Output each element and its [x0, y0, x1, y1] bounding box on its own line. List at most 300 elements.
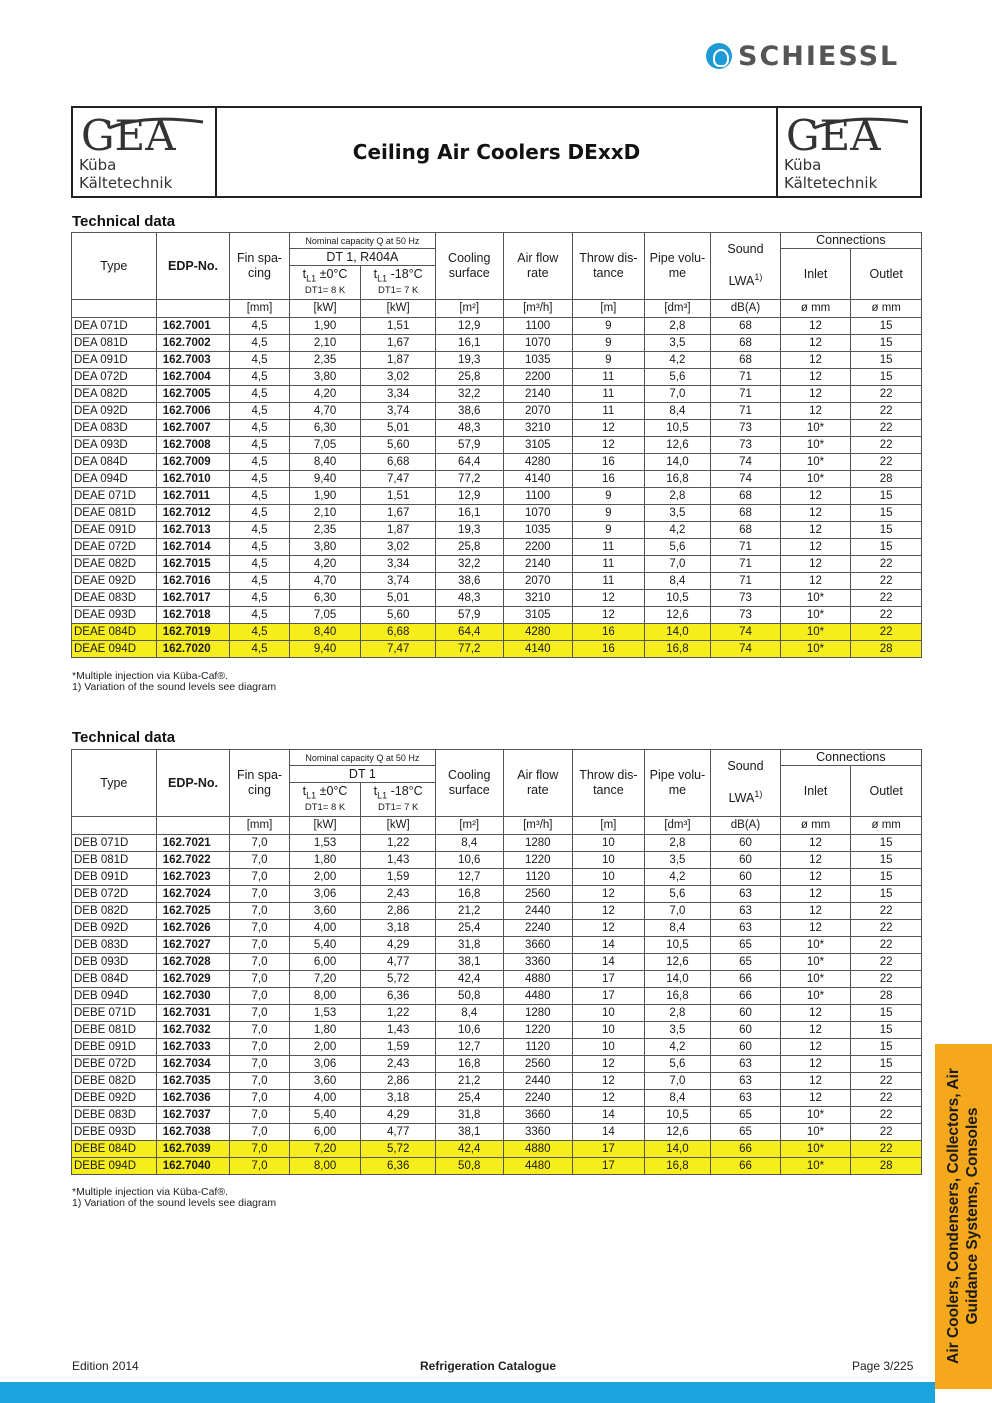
table-cell: 38,1	[435, 954, 503, 971]
table-cell: 4,5	[230, 573, 289, 590]
table-cell: 2,8	[644, 835, 711, 852]
table-cell: 4,70	[289, 573, 361, 590]
table-cell: 7,0	[644, 386, 711, 403]
table-cell: 63	[711, 920, 781, 937]
table-row	[72, 471, 922, 488]
table-cell: 11	[573, 539, 645, 556]
table-cell: 25,8	[435, 369, 503, 386]
table-cell: 71	[711, 556, 781, 573]
table-cell: 12	[573, 886, 645, 903]
table-cell: 4,5	[230, 522, 289, 539]
table-cell: 12	[780, 1056, 851, 1073]
table-cell: DEBE 094D	[72, 1158, 157, 1175]
table-cell: 19,3	[435, 522, 503, 539]
unit-cell: [kW]	[289, 817, 361, 835]
table-cell: 12	[780, 352, 851, 369]
table-cell: 66	[711, 971, 781, 988]
table-cell: 31,8	[435, 937, 503, 954]
table-cell: 17	[573, 971, 645, 988]
table-cell: 63	[711, 903, 781, 920]
table-cell: 10*	[780, 937, 851, 954]
table-cell: 22	[851, 403, 922, 420]
table-cell: 16,8	[435, 886, 503, 903]
table-cell: 162.7033	[156, 1039, 230, 1056]
table-cell: 7,0	[230, 1056, 289, 1073]
table-cell: 7,0	[230, 954, 289, 971]
table-cell: 4,77	[361, 954, 436, 971]
table-cell: 2,35	[289, 352, 361, 369]
table-cell: 16	[573, 641, 645, 658]
unit-cell: [dm³]	[644, 817, 711, 835]
table-cell: 162.7003	[156, 352, 230, 369]
table-cell: 7,0	[230, 903, 289, 920]
table-cell: 4,5	[230, 607, 289, 624]
table-row	[72, 590, 922, 607]
table-cell: 17	[573, 1141, 645, 1158]
table-cell: 10	[573, 835, 645, 852]
table-cell: 15	[851, 352, 922, 369]
table-cell: 64,4	[435, 624, 503, 641]
table-cell: 12	[780, 318, 851, 335]
footer-bar	[0, 1382, 935, 1403]
table-cell: 162.7012	[156, 505, 230, 522]
table-cell: 3210	[503, 420, 573, 437]
table-cell: 12	[780, 505, 851, 522]
table-cell: DEB 071D	[72, 835, 157, 852]
table-cell: 12	[780, 573, 851, 590]
table-cell: 73	[711, 590, 781, 607]
table-cell: 12	[780, 335, 851, 352]
table-cell: DEAE 072D	[72, 539, 157, 556]
table-cell: 3,80	[289, 369, 361, 386]
table-cell: 25,8	[435, 539, 503, 556]
table-cell: 9,40	[289, 471, 361, 488]
table-cell: DEA 092D	[72, 403, 157, 420]
table-cell: 4480	[503, 1158, 573, 1175]
table-cell: 12	[780, 369, 851, 386]
table-cell: 4,5	[230, 454, 289, 471]
table-cell: 10,6	[435, 852, 503, 869]
table-cell: 60	[711, 869, 781, 886]
table-cell: 10*	[780, 954, 851, 971]
table-cell: 1120	[503, 1039, 573, 1056]
table-cell: 14,0	[644, 454, 711, 471]
table-cell: DEBE 082D	[72, 1073, 157, 1090]
section-title-1: Technical data	[72, 213, 176, 230]
table-row	[72, 454, 922, 471]
table-cell: DEAE 084D	[72, 624, 157, 641]
table-cell: 2,35	[289, 522, 361, 539]
table-cell: 12	[573, 920, 645, 937]
table-cell: 11	[573, 556, 645, 573]
section-title-2: Technical data	[72, 729, 176, 746]
table-cell: DEBE 093D	[72, 1124, 157, 1141]
table-cell: 6,00	[289, 1124, 361, 1141]
table-row	[72, 522, 922, 539]
col-capacity-0c: $t_{L1} \pm 0^\circ C$ DT1= 8 K	[289, 783, 361, 817]
table-cell: 162.7010	[156, 471, 230, 488]
table-cell: DEB 094D	[72, 988, 157, 1005]
col-throw-distance: Throw dis- tance	[573, 233, 645, 300]
col-air-flow: Air flow rate	[503, 750, 573, 817]
table-cell: 15	[851, 1022, 922, 1039]
table-cell: 162.7034	[156, 1056, 230, 1073]
table-cell: 162.7036	[156, 1090, 230, 1107]
table-cell: 71	[711, 539, 781, 556]
table-cell: 3,80	[289, 539, 361, 556]
table-cell: 1280	[503, 835, 573, 852]
table-cell: 1070	[503, 505, 573, 522]
table-row	[72, 920, 922, 937]
table-cell: 4280	[503, 454, 573, 471]
table-cell: 162.7017	[156, 590, 230, 607]
unit-cell: ø mm	[780, 817, 851, 835]
table-cell: 66	[711, 1158, 781, 1175]
table-cell: 15	[851, 1039, 922, 1056]
table-cell: 162.7016	[156, 573, 230, 590]
table-cell: 73	[711, 420, 781, 437]
table-cell: 7,0	[230, 869, 289, 886]
table-cell: 4,5	[230, 386, 289, 403]
table-cell: 8,4	[644, 920, 711, 937]
table-row	[72, 1141, 922, 1158]
table-cell: 162.7019	[156, 624, 230, 641]
table-cell: 5,6	[644, 539, 711, 556]
table-cell: 2440	[503, 1073, 573, 1090]
table-cell: 2,8	[644, 318, 711, 335]
table-cell: DEBE 081D	[72, 1022, 157, 1039]
table-cell: 1,43	[361, 1022, 436, 1039]
table-cell: 10	[573, 1039, 645, 1056]
table-cell: 14	[573, 937, 645, 954]
table-cell: 15	[851, 488, 922, 505]
col-fin-spacing: Fin spa- cing	[230, 233, 289, 300]
table-cell: 22	[851, 920, 922, 937]
gea-logo-icon	[79, 112, 207, 156]
table-cell: 5,40	[289, 937, 361, 954]
table-cell: 63	[711, 886, 781, 903]
table-cell: 10	[573, 869, 645, 886]
table-cell: 12	[780, 1039, 851, 1056]
table-cell: 6,30	[289, 420, 361, 437]
table-cell: 4,5	[230, 471, 289, 488]
table-row	[72, 539, 922, 556]
table-cell: 162.7008	[156, 437, 230, 454]
col-throw-distance: Throw dis- tance	[573, 750, 645, 817]
table-row	[72, 869, 922, 886]
table-cell: 10,5	[644, 590, 711, 607]
table-cell: 21,2	[435, 903, 503, 920]
table-cell: 4,20	[289, 386, 361, 403]
table-cell: 11	[573, 573, 645, 590]
table-cell: 10	[573, 1005, 645, 1022]
table-cell: 162.7025	[156, 903, 230, 920]
table-cell: 15	[851, 522, 922, 539]
unit-cell: ø mm	[851, 300, 922, 318]
table-cell: DEB 083D	[72, 937, 157, 954]
table-cell: 10*	[780, 454, 851, 471]
table-cell: 10*	[780, 1158, 851, 1175]
table-cell: 1,67	[361, 335, 436, 352]
table-cell: 10*	[780, 420, 851, 437]
table-cell: 12,9	[435, 318, 503, 335]
table-cell: DEAE 093D	[72, 607, 157, 624]
col-sound: Sound LWA$^{1)}$	[711, 750, 781, 817]
table-cell: 10,5	[644, 420, 711, 437]
table-cell: 5,60	[361, 437, 436, 454]
table-cell: 25,4	[435, 1090, 503, 1107]
table-row	[72, 1073, 922, 1090]
table-cell: 7,0	[644, 1073, 711, 1090]
table-cell: 162.7037	[156, 1107, 230, 1124]
table-cell: 12,7	[435, 1039, 503, 1056]
table-cell: 5,72	[361, 1141, 436, 1158]
table-cell: 21,2	[435, 1073, 503, 1090]
schiessl-logo	[706, 36, 926, 76]
unit-cell: [kW]	[289, 300, 361, 318]
table-cell: 3,34	[361, 386, 436, 403]
table-cell: 4,5	[230, 641, 289, 658]
table-cell: 16	[573, 624, 645, 641]
col-nominal-capacity: Nominal capacity Q at 50 Hz	[289, 750, 435, 766]
table-cell: 6,68	[361, 624, 436, 641]
table-cell: 3,5	[644, 852, 711, 869]
unit-cell: [kW]	[361, 300, 436, 318]
table-cell: 7,0	[230, 835, 289, 852]
table-row	[72, 988, 922, 1005]
table-cell: 162.7001	[156, 318, 230, 335]
table-cell: 2,00	[289, 1039, 361, 1056]
table-row	[72, 318, 922, 335]
table-cell: 3,60	[289, 903, 361, 920]
table-cell: 1,51	[361, 318, 436, 335]
col-capacity-0c: $t_{L1} \pm 0^\circ C$ DT1= 8 K	[289, 266, 361, 300]
table-cell: DEAE 091D	[72, 522, 157, 539]
table-cell: 42,4	[435, 971, 503, 988]
table-cell: 8,00	[289, 1158, 361, 1175]
table-cell: 162.7039	[156, 1141, 230, 1158]
table-row	[72, 1090, 922, 1107]
unit-cell: [m³/h]	[503, 300, 573, 318]
table-cell: 22	[851, 954, 922, 971]
svg-text:GEA: GEA	[81, 112, 176, 156]
table-cell: 1,80	[289, 852, 361, 869]
table-cell: 10*	[780, 1124, 851, 1141]
table-cell: DEA 082D	[72, 386, 157, 403]
table-cell: 4,5	[230, 352, 289, 369]
table-cell: 60	[711, 1005, 781, 1022]
table-cell: 6,68	[361, 454, 436, 471]
table-cell: 65	[711, 954, 781, 971]
table-cell: 1220	[503, 852, 573, 869]
table-cell: 6,30	[289, 590, 361, 607]
table-row	[72, 954, 922, 971]
table-cell: 15	[851, 886, 922, 903]
col-connections: Connections	[780, 233, 921, 249]
logo-line2: Kältetechnik	[79, 174, 173, 192]
footer-page-number: Page 3/225	[852, 1359, 914, 1373]
table-cell: 7,47	[361, 471, 436, 488]
col-inlet: Inlet	[780, 766, 851, 817]
table-cell: 2,86	[361, 1073, 436, 1090]
table-cell: 7,0	[230, 1124, 289, 1141]
table-cell: DEA 094D	[72, 471, 157, 488]
col-type: Type	[72, 233, 157, 300]
table-cell: 68	[711, 522, 781, 539]
table-cell: 1,51	[361, 488, 436, 505]
table-cell: 10*	[780, 437, 851, 454]
footer-edition: Edition 2014	[72, 1359, 139, 1373]
unit-cell: [dm³]	[644, 300, 711, 318]
table-cell: 6,36	[361, 988, 436, 1005]
table-cell: 3,74	[361, 403, 436, 420]
table-cell: 3,02	[361, 539, 436, 556]
table-cell: 162.7002	[156, 335, 230, 352]
table-cell: 1,87	[361, 352, 436, 369]
table-cell: 10*	[780, 1107, 851, 1124]
table-cell: 2200	[503, 539, 573, 556]
table-cell: 162.7021	[156, 835, 230, 852]
table-cell: 16,8	[644, 988, 711, 1005]
table-cell: 16,1	[435, 335, 503, 352]
table-cell: 28	[851, 641, 922, 658]
table-cell: 16,1	[435, 505, 503, 522]
col-pipe-volume: Pipe volu- me	[644, 233, 711, 300]
table-cell: 32,2	[435, 556, 503, 573]
table-cell: 15	[851, 852, 922, 869]
table-cell: DEB 072D	[72, 886, 157, 903]
table-cell: 15	[851, 1005, 922, 1022]
table-cell: 2,10	[289, 505, 361, 522]
table-cell: 22	[851, 903, 922, 920]
table-cell: 10*	[780, 607, 851, 624]
table-row	[72, 886, 922, 903]
table-cell: 2,86	[361, 903, 436, 920]
table-cell: 5,6	[644, 369, 711, 386]
table-cell: 74	[711, 471, 781, 488]
table-cell: 65	[711, 1124, 781, 1141]
table-cell: 66	[711, 988, 781, 1005]
table-cell: DEA 071D	[72, 318, 157, 335]
table-cell: 7,0	[230, 1022, 289, 1039]
table-cell: 4,5	[230, 505, 289, 522]
table-cell: 57,9	[435, 437, 503, 454]
table-row	[72, 505, 922, 522]
table-cell: 28	[851, 471, 922, 488]
table-cell: 1100	[503, 488, 573, 505]
table-cell: 50,8	[435, 988, 503, 1005]
table-cell: 71	[711, 573, 781, 590]
note-multiple-injection: *Multiple injection via Küba-Caf®.	[72, 1186, 228, 1198]
table-cell: 1,22	[361, 835, 436, 852]
table-cell: 9	[573, 352, 645, 369]
table-cell: 1,43	[361, 852, 436, 869]
table-cell: 5,01	[361, 590, 436, 607]
table-cell: 22	[851, 1107, 922, 1124]
table-cell: 60	[711, 835, 781, 852]
table-cell: 65	[711, 1107, 781, 1124]
table-cell: 12	[780, 386, 851, 403]
table-cell: 3,74	[361, 573, 436, 590]
table-cell: 3,5	[644, 505, 711, 522]
table-cell: 22	[851, 437, 922, 454]
col-air-flow: Air flow rate	[503, 233, 573, 300]
table-cell: DEAE 081D	[72, 505, 157, 522]
table-cell: 7,0	[230, 920, 289, 937]
table-cell: 4,2	[644, 869, 711, 886]
table-cell: 4,2	[644, 522, 711, 539]
table-cell: 38,1	[435, 1124, 503, 1141]
table-cell: DEAE 094D	[72, 641, 157, 658]
table-cell: 68	[711, 335, 781, 352]
table-cell: 16	[573, 471, 645, 488]
table-cell: DEB 081D	[72, 852, 157, 869]
table-cell: 1,90	[289, 488, 361, 505]
table-cell: 5,40	[289, 1107, 361, 1124]
table-cell: 162.7032	[156, 1022, 230, 1039]
table-cell: 1,80	[289, 1022, 361, 1039]
table-cell: 3,06	[289, 886, 361, 903]
table-row	[72, 607, 922, 624]
table-cell: 12	[780, 886, 851, 903]
table-cell: 19,3	[435, 352, 503, 369]
col-edp: EDP-No.	[156, 233, 230, 300]
table-cell: 12	[573, 1073, 645, 1090]
table-cell: 3,5	[644, 335, 711, 352]
table-cell: 14,0	[644, 971, 711, 988]
table-cell: 5,01	[361, 420, 436, 437]
table-cell: 4,5	[230, 437, 289, 454]
table-cell: 65	[711, 937, 781, 954]
table-cell: 4,5	[230, 420, 289, 437]
table-cell: 4880	[503, 1141, 573, 1158]
table-cell: DEBE 072D	[72, 1056, 157, 1073]
table-cell: 12	[780, 1022, 851, 1039]
col-outlet: Outlet	[851, 249, 922, 300]
table-cell: 68	[711, 352, 781, 369]
table-cell: 4,00	[289, 920, 361, 937]
table-cell: 74	[711, 454, 781, 471]
table-cell: 162.7015	[156, 556, 230, 573]
table-cell: 3,18	[361, 1090, 436, 1107]
table-cell: 162.7040	[156, 1158, 230, 1175]
table-row	[72, 1124, 922, 1141]
table-cell: 2140	[503, 556, 573, 573]
table-row	[72, 1005, 922, 1022]
table-cell: 2,43	[361, 1056, 436, 1073]
table-cell: 7,0	[230, 971, 289, 988]
table-cell: 22	[851, 937, 922, 954]
table-cell: 16	[573, 454, 645, 471]
table-cell: DEA 084D	[72, 454, 157, 471]
table-cell: 5,60	[361, 607, 436, 624]
table-cell: DEAE 083D	[72, 590, 157, 607]
table-cell: 71	[711, 369, 781, 386]
col-refrigerant: DT 1	[289, 766, 435, 783]
unit-cell: [m³/h]	[503, 817, 573, 835]
table-cell: 3105	[503, 607, 573, 624]
table-cell: 7,0	[230, 1090, 289, 1107]
table-cell: 1,22	[361, 1005, 436, 1022]
table-cell: 7,0	[230, 988, 289, 1005]
table-cell: DEA 072D	[72, 369, 157, 386]
table-cell: 12,6	[644, 1124, 711, 1141]
col-fin-spacing: Fin spa- cing	[230, 750, 289, 817]
table-cell: DEB 082D	[72, 903, 157, 920]
table-cell: 73	[711, 437, 781, 454]
table-row	[72, 971, 922, 988]
table-cell: 7,0	[644, 903, 711, 920]
